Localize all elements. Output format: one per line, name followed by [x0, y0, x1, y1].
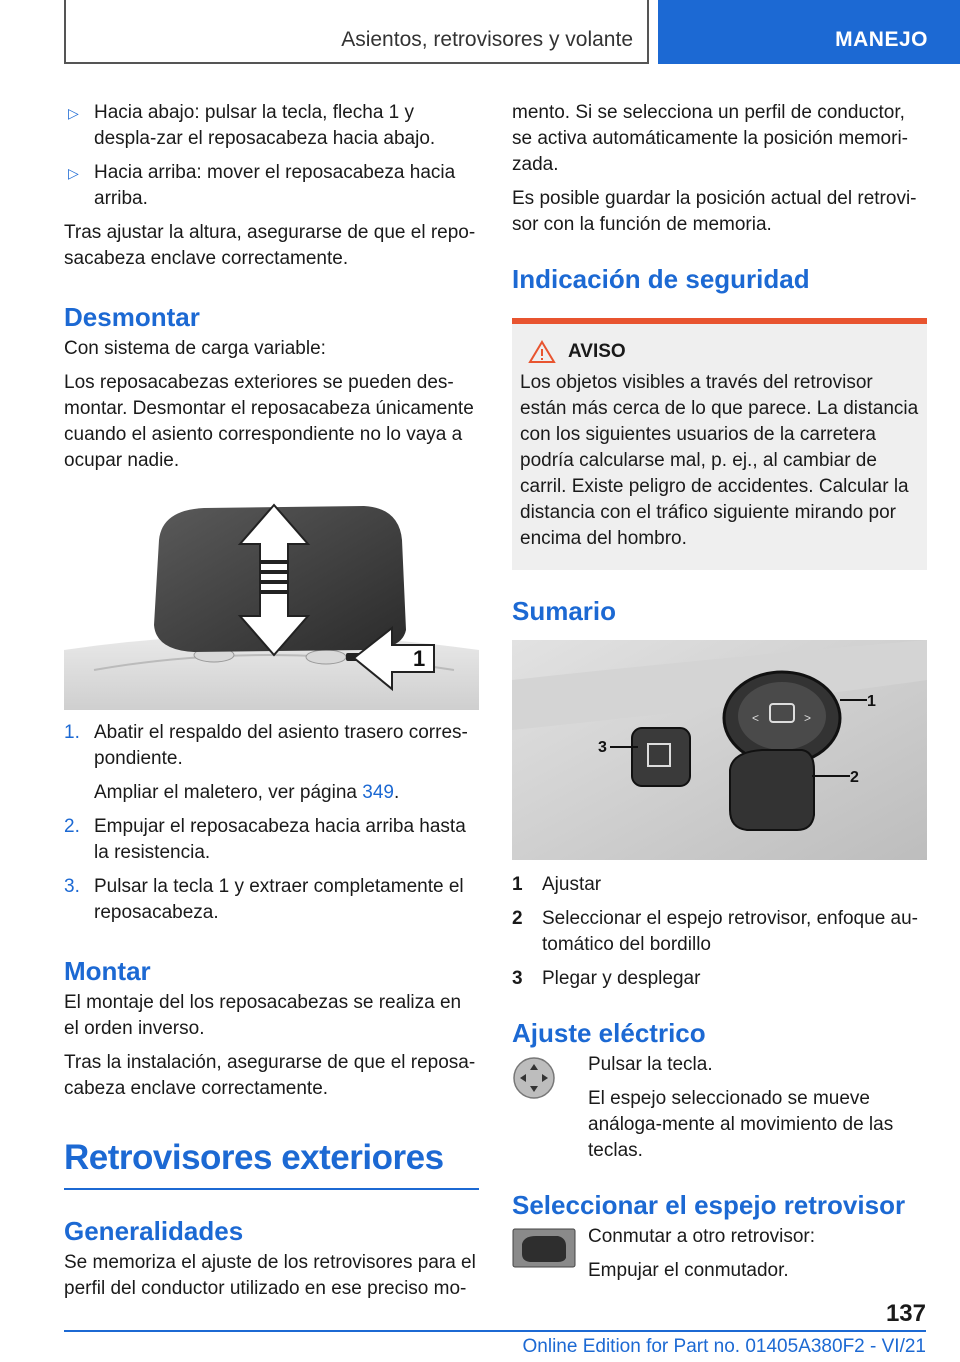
header-section-box [64, 0, 649, 64]
paragraph: Tras la instalación, asegurarse de que el reposa-cabeza enclave correctamente. [64, 1052, 476, 1099]
svg-text:<: < [752, 711, 760, 725]
mirror-switch-icon [512, 1228, 576, 1268]
paragraph: El montaje del los reposacabezas se realiza en el orden inverso. [64, 992, 462, 1039]
legend-item: 1 Ajustar [512, 874, 602, 895]
image-callout-2: 2 [850, 769, 859, 786]
paragraph: Tras ajustar la altura, asegurarse de que el repo-sacabeza enclave correctamente. [64, 222, 476, 269]
warning-title: AVISO [568, 341, 626, 362]
heading-desmontar: Desmontar [64, 302, 200, 332]
paragraph: El espejo seleccionado se mueve análoga-mente al movimiento de las teclas. [588, 1088, 894, 1161]
left-column [64, 100, 479, 1310]
numbered-step: 2. Empujar el reposacabeza hacia arriba hasta la resistencia. [64, 816, 466, 863]
bullet-triangle-icon: ▷ [68, 105, 79, 121]
bullet-item: ▷ Hacia arriba: mover el reposacabeza hacia arriba. [68, 162, 456, 209]
paragraph: Pulsar la tecla. [588, 1054, 713, 1075]
paragraph: Se memoriza el ajuste de los retrovisores para el perfil del conductor utilizado en ese preciso mo- [64, 1252, 476, 1299]
paragraph: Empujar el conmutador. [588, 1260, 789, 1281]
image-callout-1: 1 [867, 693, 876, 710]
warning-text: Los objetos visibles a través del retrovisor están más cerca de lo que parece. La distancia con los siguientes usuarios de la carretera podría calcularse mal, p. ej., al cambiar de carril. Existe peligro de accidentes. Calcular la distancia con el tráfico siguiente mirando por encima del hombro. [520, 372, 919, 549]
page-number: 137 [885, 1300, 926, 1327]
image-callout-1: 1 [413, 646, 426, 671]
paragraph: Los reposacabezas exteriores se pueden des-montar. Desmontar el reposacabeza únicamente cuando el asiento correspondiente no lo vaya a ocupar nadie. [64, 372, 474, 471]
heading-sumario: Sumario [512, 596, 617, 626]
heading-montar: Montar [64, 956, 151, 986]
page-link-349[interactable]: 349 [362, 782, 394, 803]
mirror-adjust-icon [512, 1056, 556, 1100]
legend-item: 3 Plegar y desplegar [512, 968, 701, 989]
numbered-step: 3. Pulsar la tecla 1 y extraer completamente el reposacabeza. [64, 876, 464, 923]
bullet-triangle-icon: ▷ [68, 165, 79, 181]
warning-triangle-icon [528, 340, 556, 364]
numbered-step: 1. Abatir el respaldo del asiento trasero corres-pondiente. Ampliar el maletero, ver página 349. [64, 722, 468, 803]
header-section-title: Asientos, retrovisores y volante [341, 28, 633, 51]
warning-box [512, 324, 927, 570]
paragraph: mento. Si se selecciona un perfil de conductor, se activa automáticamente la posición memori-zada. [512, 102, 909, 175]
paragraph: Con sistema de carga variable: [64, 338, 326, 359]
legend-item: 2 Seleccionar el espejo retrovisor, enfoque au-tomático del bordillo [512, 908, 919, 955]
header-chapter-tab[interactable] [658, 0, 960, 64]
heading-indicacion-seguridad: Indicación de seguridad [512, 264, 810, 294]
heading-ajuste-electrico: Ajuste eléctrico [512, 1018, 706, 1048]
paragraph: Conmutar a otro retrovisor: [588, 1226, 816, 1247]
bullet-item: ▷ Hacia abajo: pulsar la tecla, flecha 1 y despla-zar el reposacabeza hacia abajo. [68, 102, 436, 149]
heading-retrovisores-exteriores: Retrovisores exteriores [64, 1138, 444, 1177]
right-column [512, 100, 927, 1292]
svg-text:>: > [804, 711, 812, 725]
footer-edition: Online Edition for Part no. 01405A380F2 - VI/21 [522, 1336, 926, 1357]
image-callout-3: 3 [598, 739, 607, 756]
headrest-image [64, 500, 479, 710]
header-chapter-label: MANEJO [835, 28, 928, 51]
mirror-controls-image [512, 640, 927, 860]
heading-generalidades: Generalidades [64, 1216, 244, 1246]
heading-divider [64, 1188, 479, 1190]
paragraph: Es posible guardar la posición actual del retrovi-sor con la función de memoria. [512, 188, 917, 235]
heading-seleccionar-espejo: Seleccionar el espejo retrovisor [512, 1190, 906, 1220]
footer-divider [64, 1330, 926, 1332]
